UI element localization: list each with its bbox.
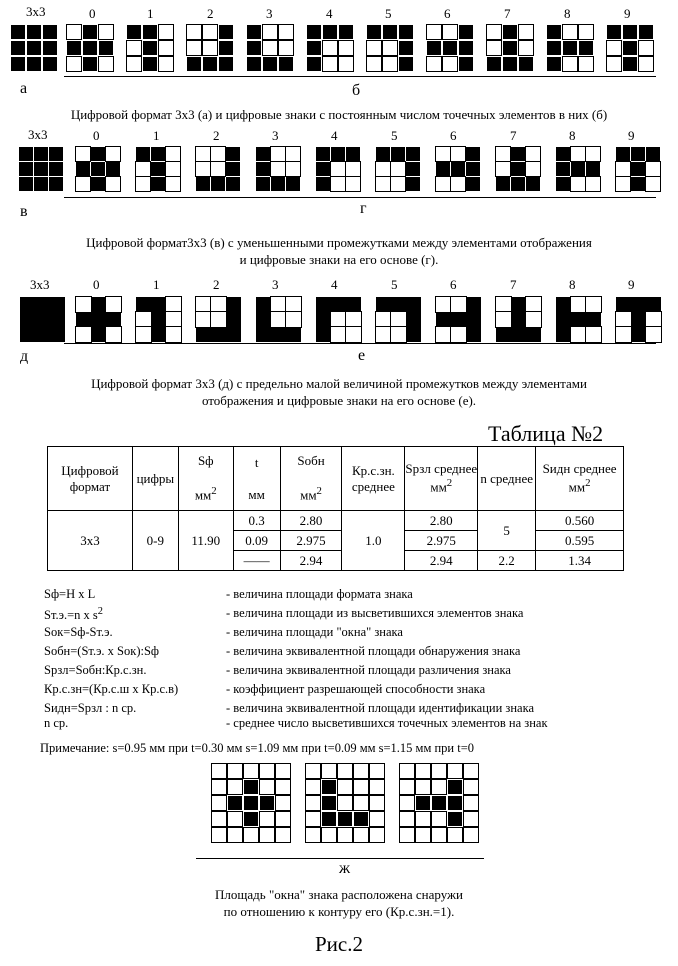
digit-label-2: 2 — [213, 277, 220, 292]
table-title: Таблица №2 — [488, 421, 604, 446]
header-digits: цифры — [132, 447, 178, 511]
legend-desc-2: - величина площади из высветившихся элементов знака — [226, 606, 524, 620]
digit-glyph-8 — [555, 296, 602, 343]
digit-label-9: 9 — [628, 128, 635, 143]
divider-line-b — [64, 76, 656, 77]
digit-label-0: 0 — [93, 128, 100, 143]
cell-t-3: —— — [233, 551, 280, 571]
digit-label-4: 4 — [331, 128, 338, 143]
digit-glyph-8 — [555, 146, 601, 192]
zh-glyph-1 — [306, 764, 384, 842]
header-format: Цифровой формат — [48, 447, 133, 511]
cell-sf: 11.90 — [178, 511, 233, 571]
caption-d-e-line1: Цифровой формат 3х3 (д) с предельно малой величиной промежутков между элементами — [91, 376, 587, 391]
digit-label-7: 7 — [504, 6, 511, 21]
legend-desc-4: - величина эквивалентной площади обнаружения знака — [226, 644, 521, 658]
note: Примечание: s=0.95 мм при t=0.30 мм s=1.09 мм при t=0.09 мм s=1.15 мм при t=0 — [40, 741, 475, 755]
zh-glyph-2 — [400, 764, 478, 842]
digit-glyph-6 — [426, 24, 474, 72]
letter-zh: ж — [339, 860, 351, 877]
digit-label-6: 6 — [450, 128, 457, 143]
digit-glyph-1 — [135, 296, 182, 343]
digit-label-1: 1 — [153, 128, 160, 143]
header-t: t мм — [233, 447, 280, 511]
digit-label-3: 3 — [272, 128, 279, 143]
digit-label-5: 5 — [385, 6, 392, 21]
legend-formula-5: Sрзл=Sобн:Кр.с.зн. — [44, 663, 147, 677]
data-table — [47, 446, 624, 571]
letter-a: а — [20, 80, 28, 97]
divider-line-g — [64, 197, 656, 198]
legend-formula-3: Sок=Sф-Sт.э. — [44, 625, 113, 639]
caption-d-e-line2: отображения и цифровые знаки на его основе (е). — [201, 393, 477, 408]
table-row — [48, 511, 624, 531]
format-glyph-3x3 — [20, 297, 65, 342]
digit-glyph-8 — [546, 24, 594, 72]
digit-glyph-0 — [75, 146, 121, 192]
digit-glyph-2 — [195, 296, 242, 343]
legend-desc-1: - величина площади формата знака — [226, 587, 413, 601]
digit-glyph-9 — [615, 296, 662, 343]
divider-line-zh — [196, 858, 484, 859]
legend-desc-5: - величина эквивалентной площади различения знака — [226, 663, 511, 677]
digit-glyph-7 — [495, 296, 542, 343]
zh-caption-line2: по отношению к контуру его (Кр.с.зн.=1). — [223, 904, 455, 919]
legend-desc-8: - среднее число высветившихся точечных элементов на знак — [226, 716, 548, 730]
digit-label-6: 6 — [444, 6, 451, 21]
digit-glyph-4 — [315, 296, 362, 343]
digit-glyph-5 — [366, 24, 414, 72]
cell-spzl-2: 2.975 — [405, 531, 478, 551]
caption-a-b: Цифровой формат 3х3 (а) и цифровые знаки с постоянным числом точечных элементов в них (б) — [70, 107, 608, 122]
cell-t-1: 0.3 — [233, 511, 280, 531]
digit-label-2: 2 — [207, 6, 214, 21]
digit-label-8: 8 — [564, 6, 571, 21]
digit-glyph-4 — [306, 24, 354, 72]
digit-label-9: 9 — [624, 6, 631, 21]
header-spzl: Sрзл среднее $мм^2$ — [405, 447, 478, 511]
digit-glyph-3 — [246, 24, 294, 72]
zh-caption-line1: Площадь "окна" знака расположена снаружи — [215, 887, 463, 902]
digit-label-9: 9 — [628, 277, 635, 292]
digit-label-3: 3 — [272, 277, 279, 292]
cell-sidn-2: 0.595 — [536, 531, 624, 551]
digit-glyph-4 — [315, 146, 361, 192]
legend-formula-1: Sф=H х L — [44, 587, 96, 601]
letter-d: д — [20, 348, 29, 365]
digit-glyph-9 — [606, 24, 654, 72]
format-label-v: 3x3 — [28, 127, 48, 142]
cell-digits: 0-9 — [132, 511, 178, 571]
digit-glyph-5 — [375, 296, 422, 343]
digit-label-0: 0 — [89, 6, 96, 21]
figure-title: Рис.2 — [315, 932, 363, 956]
cell-n-2: 2.2 — [478, 551, 536, 571]
letter-g: г — [360, 200, 367, 217]
digit-glyph-0 — [66, 24, 114, 72]
header-sidn: Sидн среднее $мм^2$ — [536, 447, 624, 511]
digit-label-7: 7 — [510, 277, 517, 292]
letter-v: в — [20, 203, 28, 220]
digit-glyph-1 — [135, 146, 181, 192]
digit-label-1: 1 — [153, 277, 160, 292]
legend-formula-2: Sт.э.=n х $s^2$ — [44, 606, 103, 623]
digit-label-8: 8 — [569, 128, 576, 143]
digit-label-8: 8 — [569, 277, 576, 292]
legend-formula-7: Sидн=Sрзл : n ср. — [44, 701, 137, 715]
cell-format: 3х3 — [48, 511, 133, 571]
header-n: n среднее — [478, 447, 536, 511]
format-label-a: 3x3 — [26, 4, 46, 19]
caption-v-g-line1: Цифровой формат3х3 (в) с уменьшенными промежутками между элементами отображения — [86, 235, 592, 250]
cell-krsz: 1.0 — [342, 511, 405, 571]
cell-sobn-3: 2.94 — [280, 551, 342, 571]
digit-label-0: 0 — [93, 277, 100, 292]
digit-label-1: 1 — [147, 6, 154, 21]
digit-label-3: 3 — [266, 6, 273, 21]
cell-t-2: 0.09 — [233, 531, 280, 551]
format-glyph-3x3 — [10, 24, 58, 72]
legend-desc-7: - величина эквивалентной площади идентификации знака — [226, 701, 535, 715]
cell-sobn-1: 2.80 — [280, 511, 342, 531]
legend-desc-6: - коэффициент разрешающей способности знака — [226, 682, 486, 696]
letter-b: б — [352, 82, 361, 99]
digit-glyph-2 — [186, 24, 234, 72]
divider-line-e — [64, 343, 656, 344]
legend-formula-8: n ср. — [44, 716, 69, 730]
digit-label-4: 4 — [326, 6, 333, 21]
header-krsz: Кр.с.зн. среднее — [342, 447, 405, 511]
header-sobn: Sобн $мм^2$ — [280, 447, 342, 511]
cell-sidn-3: 1.34 — [536, 551, 624, 571]
digit-glyph-5 — [375, 146, 421, 192]
cell-sobn-2: 2.975 — [280, 531, 342, 551]
digit-glyph-0 — [75, 296, 122, 343]
digit-glyph-3 — [255, 296, 302, 343]
digit-glyph-7 — [495, 146, 541, 192]
legend-formula-6: Кр.с.зн=(Кр.с.ш х Кр.с.в) — [44, 682, 179, 696]
digit-glyph-6 — [435, 296, 482, 343]
table-header-row — [48, 447, 624, 511]
cell-sidn-1: 0.560 — [536, 511, 624, 531]
caption-v-g-line2: и цифровые знаки на его основе (г). — [239, 252, 439, 267]
legend-formula-4: Sобн=(Sт.э. х Sок):Sф — [44, 644, 160, 658]
cell-spzl-1: 2.80 — [405, 511, 478, 531]
zh-glyph-0 — [212, 764, 290, 842]
digit-label-5: 5 — [391, 128, 398, 143]
digit-glyph-6 — [435, 146, 481, 192]
format-glyph-3x3 — [18, 146, 64, 192]
digit-label-6: 6 — [450, 277, 457, 292]
legend-desc-3: - величина площади "окна" знака — [226, 625, 403, 639]
digit-label-2: 2 — [213, 128, 220, 143]
digit-label-4: 4 — [331, 277, 338, 292]
digit-glyph-7 — [486, 24, 534, 72]
digit-glyph-2 — [195, 146, 241, 192]
cell-spzl-3: 2.94 — [405, 551, 478, 571]
digit-glyph-3 — [255, 146, 301, 192]
digit-glyph-1 — [126, 24, 174, 72]
format-label-d: 3x3 — [30, 277, 50, 292]
digit-glyph-9 — [615, 146, 661, 192]
header-sf: Sф $мм^2$ — [178, 447, 233, 511]
digit-label-5: 5 — [391, 277, 398, 292]
letter-e: е — [358, 347, 366, 364]
cell-n-1: 5 — [478, 511, 536, 551]
digit-label-7: 7 — [510, 128, 517, 143]
